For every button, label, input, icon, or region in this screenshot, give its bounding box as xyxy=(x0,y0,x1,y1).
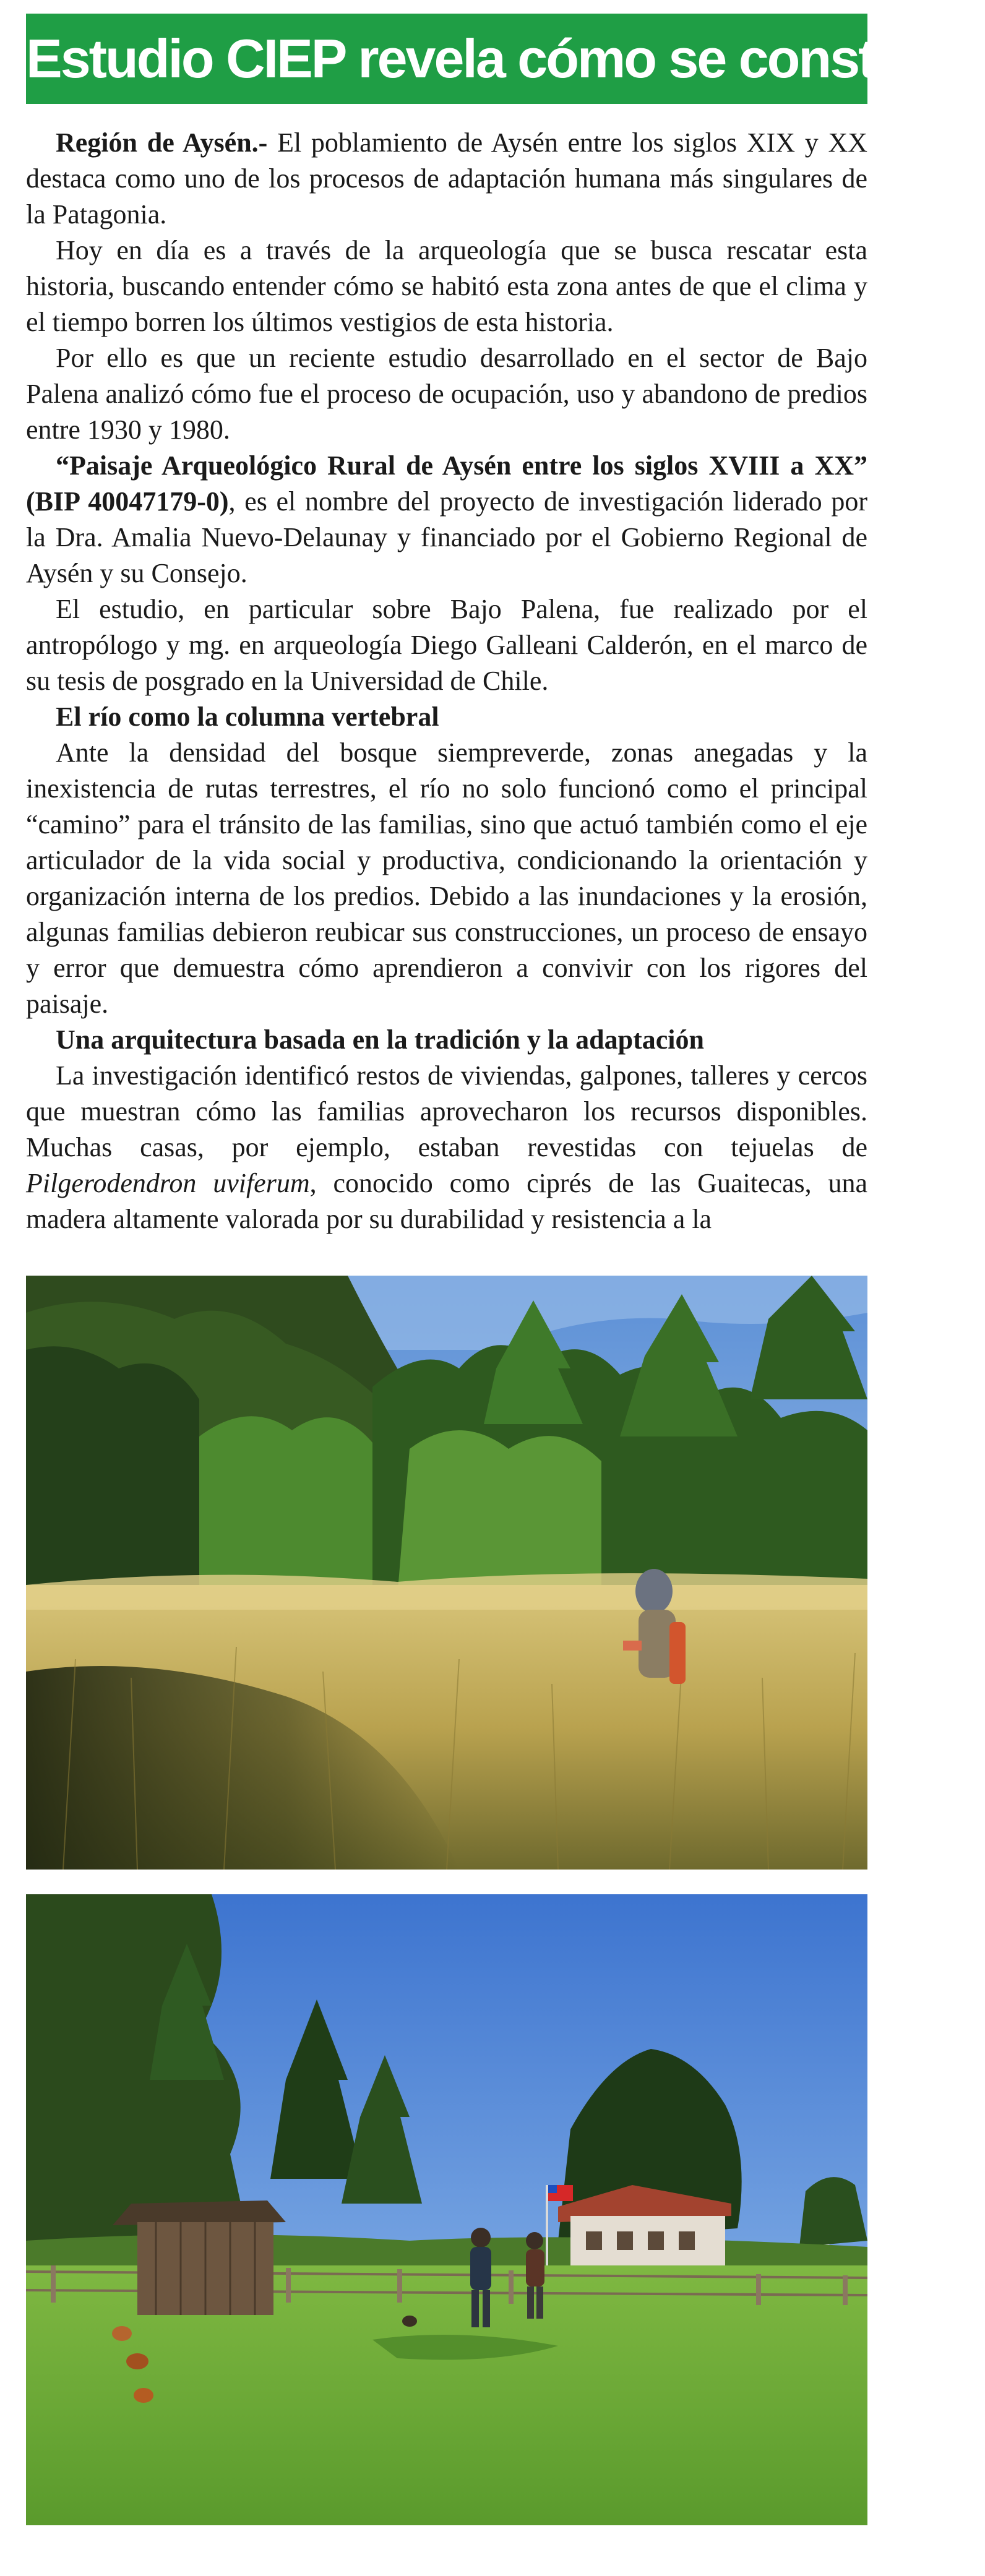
subheading: El río como la columna vertebral xyxy=(56,702,439,732)
dateline: Región de Aysén.- xyxy=(56,127,268,158)
species-name: Pilgerodendron uviferum xyxy=(26,1168,310,1198)
paragraph-intro xyxy=(26,125,867,233)
paragraph-text: La investigación identificó restos de viviendas, galpones, talleres y cercos que muestran cómo las familias aprovecharon los recursos disponibles. Muchas casas, por ejemplo, estaban revestidas con tejuelas de xyxy=(26,1060,867,1162)
paragraph: Por ello es que un reciente estudio desarrollado en el sector de Bajo Palena analizó cómo fue el proceso de ocupación, uso y abandono de predios entre 1930 y 1980. xyxy=(26,343,867,445)
subheading: Una arquitectura basada en la tradición y la adaptación xyxy=(56,1024,704,1055)
paragraph xyxy=(26,1058,867,1237)
project-title: “Paisaje Arqueológico Rural de Aysén entre los siglos XVIII a XX” (BIP 40047179-0) xyxy=(26,450,867,517)
paragraph-text: , es el nombre del proyecto de investigación liderado por la Dra. Amalia Nuevo-Delaunay y financiado por el Gobierno Regional de Aysén y su Consejo. xyxy=(26,486,867,588)
paragraph: Hoy en día es a través de la arqueología que se busca rescatar esta historia, buscando entender cómo se habitó esta zona antes de que el clima y el tiempo borren los últimos vestigios de esta historia. xyxy=(26,235,867,337)
paragraph-project xyxy=(26,448,867,591)
wooden-shed xyxy=(113,2200,286,2315)
paragraph-text: El poblamiento de Aysén entre los siglos XIX y XX destaca como uno de los procesos de adaptación humana más singulares de la Patagonia. xyxy=(26,127,868,230)
headline-banner: Estudio CIEP revela cómo se construyó xyxy=(26,14,867,104)
paragraph: Ante la densidad del bosque siempreverde, zonas anegadas y la inexistencia de rutas terrestres, el río no solo funcionó como el principal “camino” para el tránsito de las familias, sino que actuó también como el eje articulador de la vida social y productiva, condicionando la orientación y organización interna de los predios. Debido a las inundaciones y la erosión, algunas familias debieron reubicar sus construcciones, un proceso de ensayo y error que demuestra cómo aprendieron a convivir con los rigores del paisaje. xyxy=(26,737,867,1019)
paragraph: El estudio, en particular sobre Bajo Palena, fue realizado por el antropólogo y mg. en arqueología Diego Galleani Calderón, en el marco de su tesis de posgrado en la Universidad de Chile. xyxy=(26,594,867,696)
farmstead-photo xyxy=(26,1894,867,2525)
article-body xyxy=(26,125,867,1248)
field-survey-photo xyxy=(26,1276,867,1870)
paragraph-text: , conocido como ciprés de las Guaitecas, una madera altamente valorada por su durabilidad y resistencia a la xyxy=(26,1168,867,1234)
